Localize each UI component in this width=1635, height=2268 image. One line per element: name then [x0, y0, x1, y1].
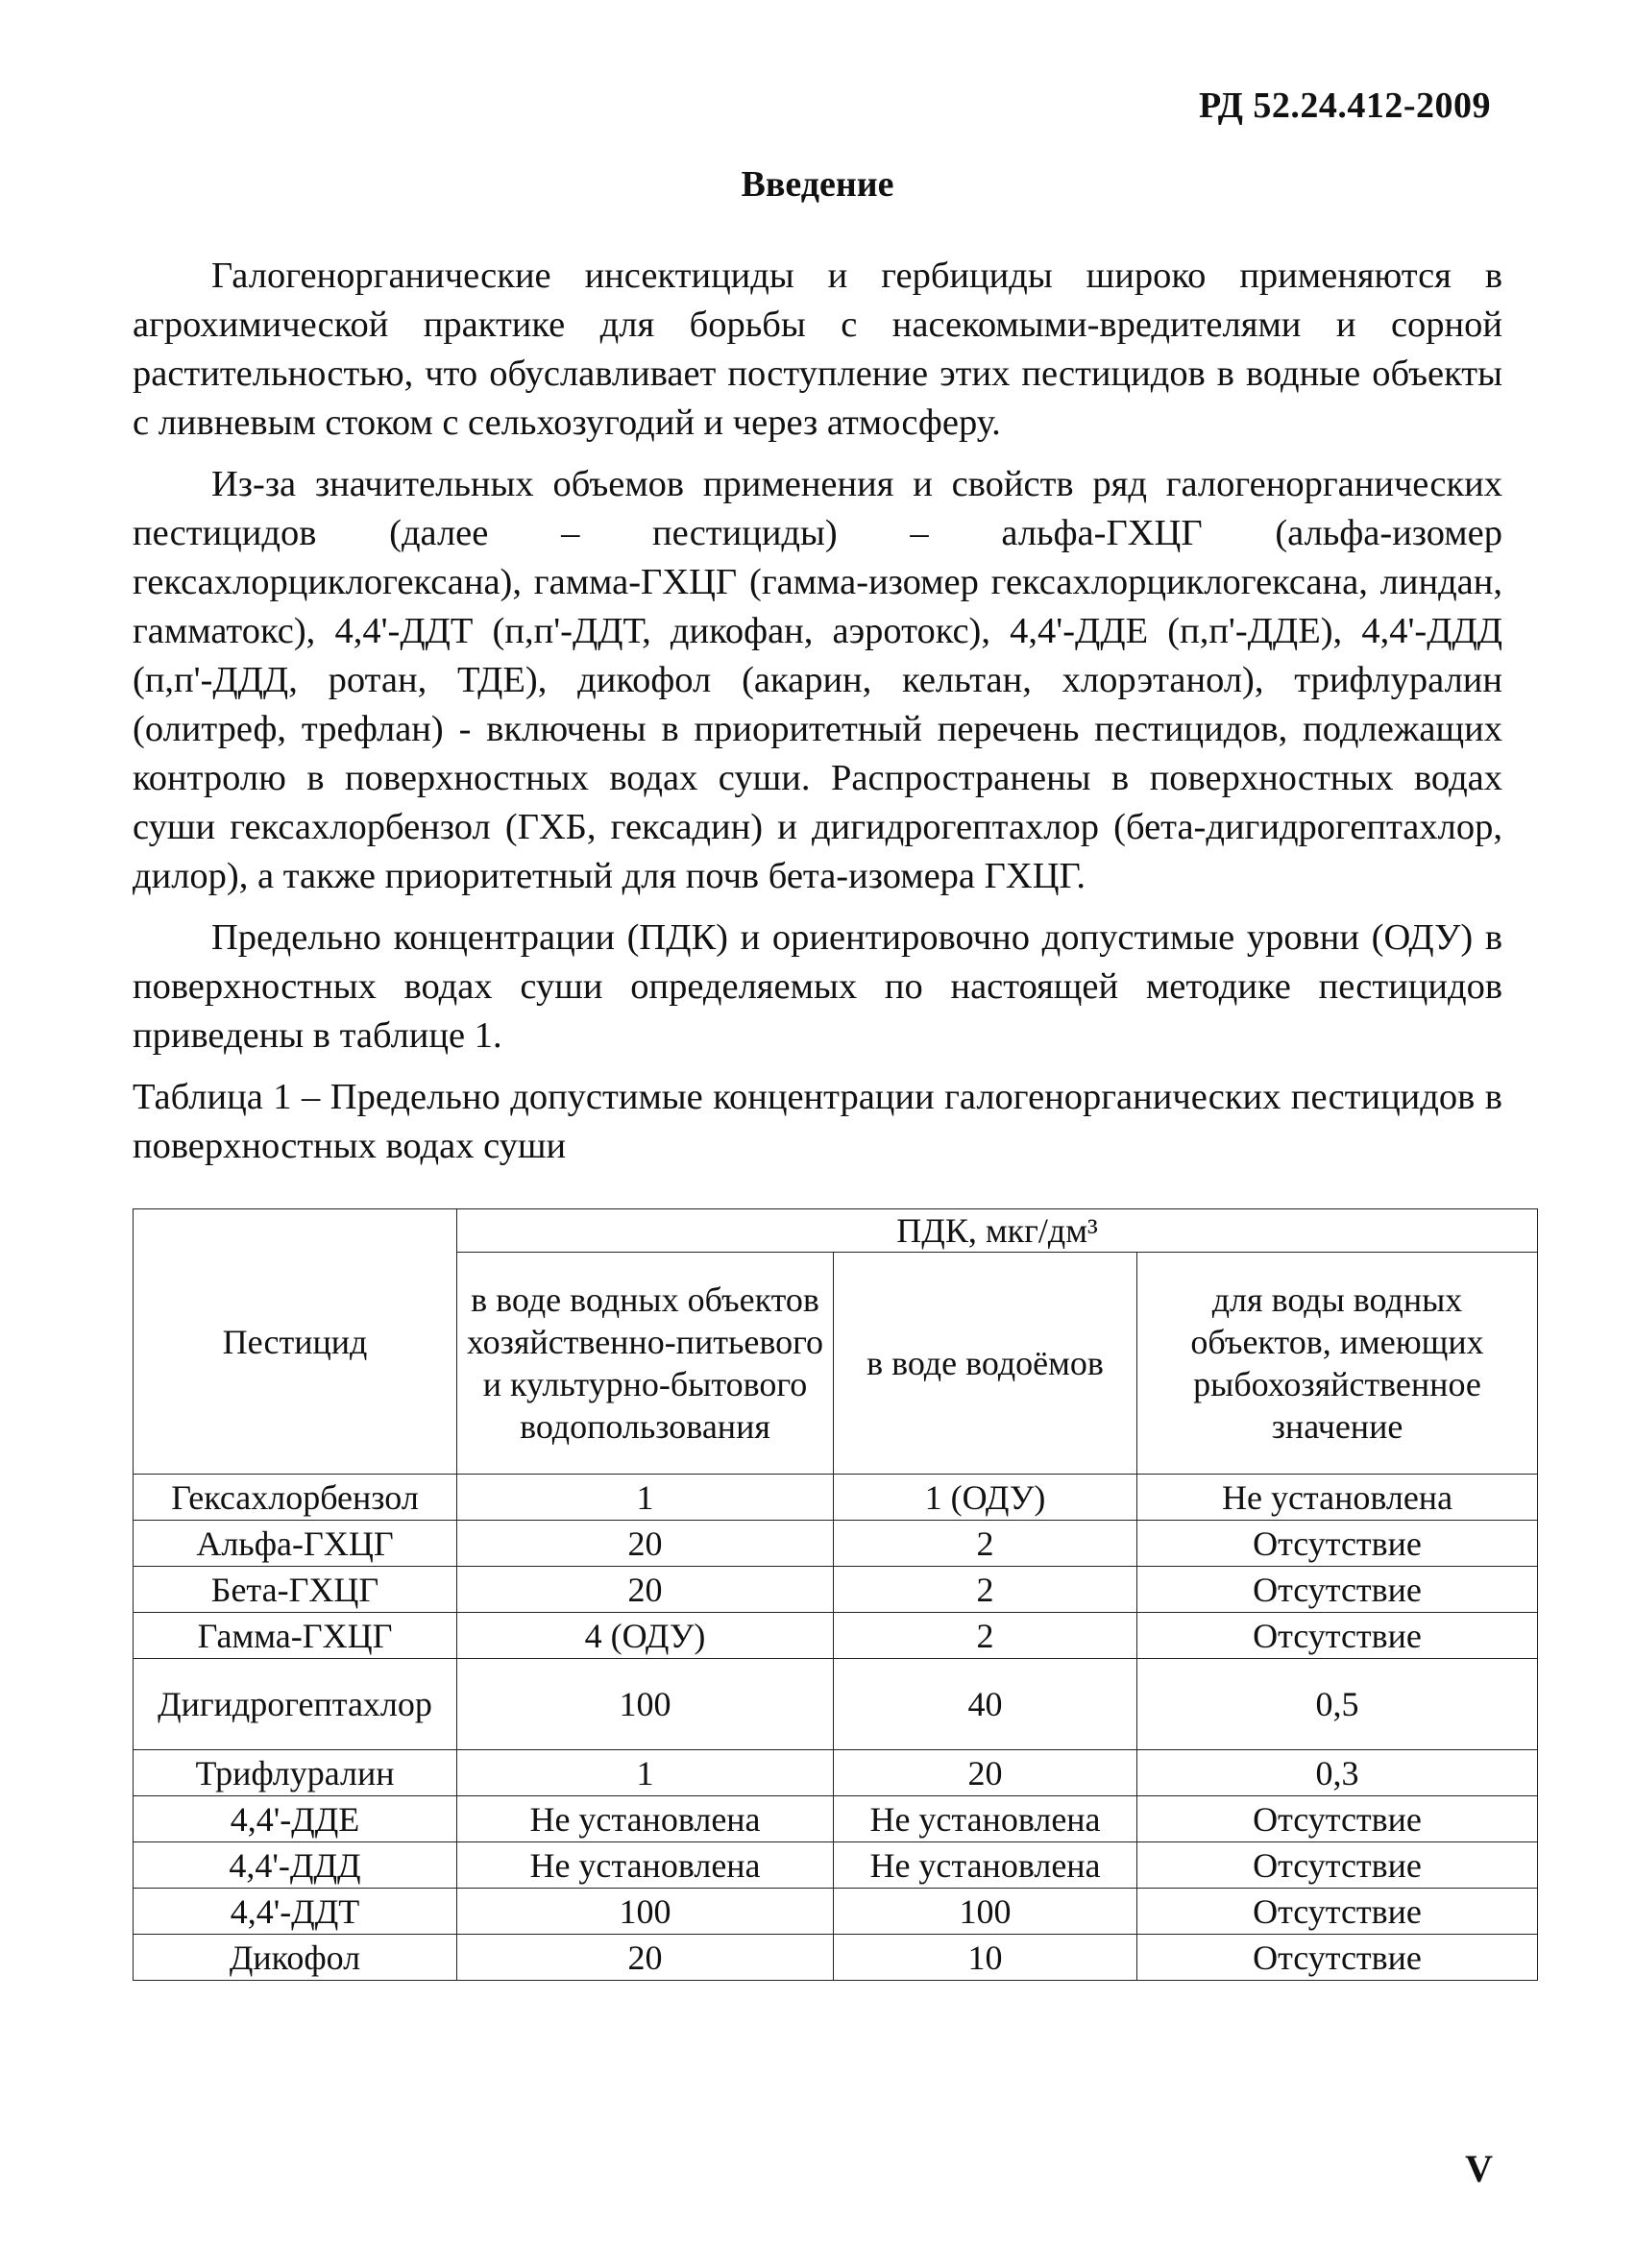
cell-fishery: Отсутствие: [1137, 1521, 1538, 1567]
cell-drinking: 100: [457, 1659, 834, 1750]
table-row: [134, 1613, 1538, 1659]
header-pesticide: Пестицид: [134, 1209, 457, 1475]
cell-fishery: Не установлена: [1137, 1475, 1538, 1521]
cell-fishery: Отсутствие: [1137, 1613, 1538, 1659]
table-row: [134, 1567, 1538, 1613]
table-row: [134, 1659, 1538, 1750]
cell-reservoirs: 2: [834, 1613, 1137, 1659]
cell-drinking: Не установлена: [457, 1842, 834, 1889]
cell-reservoirs: 100: [834, 1889, 1137, 1935]
section-heading: Введение: [741, 164, 894, 205]
cell-pesticide: 4,4'-ДДЕ: [134, 1796, 457, 1842]
cell-drinking: 1: [457, 1750, 834, 1796]
cell-reservoirs: 1 (ОДУ): [834, 1475, 1137, 1521]
document-code: РД 52.24.412-2009: [1199, 85, 1491, 126]
pdk-table: [133, 1208, 1538, 1981]
cell-pesticide: Бета-ГХЦГ: [134, 1567, 457, 1613]
table-row: [134, 1475, 1538, 1521]
cell-pesticide: Гексахлорбензол: [134, 1475, 457, 1521]
page-number: V: [1465, 2147, 1493, 2190]
cell-reservoirs: 2: [834, 1567, 1137, 1613]
paragraph-intro: Галогенорганические инсектициды и гербициды широко применяются в агрохимической практике для борьбы с насекомыми-вредителями и сорной растительностью, что обуславливает поступление этих пестицидов в водные объекты с ливневым стоком с сельхозугодий и через атмосферу.: [133, 256, 1502, 443]
cell-drinking: 100: [457, 1889, 834, 1935]
table-row: [134, 1842, 1538, 1889]
cell-pesticide: Гамма-ГХЦГ: [134, 1613, 457, 1659]
cell-reservoirs: 20: [834, 1750, 1137, 1796]
table-row: [134, 1521, 1538, 1567]
cell-pesticide: Трифлуралин: [134, 1750, 457, 1796]
cell-pesticide: Дигидрогептахлор: [134, 1659, 457, 1750]
cell-fishery: Отсутствие: [1137, 1567, 1538, 1613]
cell-fishery: 0,3: [1137, 1750, 1538, 1796]
cell-fishery: Отсутствие: [1137, 1796, 1538, 1842]
cell-drinking: 4 (ОДУ): [457, 1613, 834, 1659]
table-row: [134, 1750, 1538, 1796]
table-caption: Таблица 1 – Предельно допустимые концентрации галогенорганических пестицидов в поверхностных водах суши: [133, 1077, 1502, 1166]
cell-reservoirs: 2: [834, 1521, 1137, 1567]
cell-reservoirs: Не установлена: [834, 1796, 1137, 1842]
cell-reservoirs: Не установлена: [834, 1842, 1137, 1889]
cell-drinking: 20: [457, 1567, 834, 1613]
cell-pesticide: 4,4'-ДДТ: [134, 1889, 457, 1935]
header-pdk-group: ПДК, мкг/дм³: [457, 1209, 1538, 1253]
cell-drinking: 1: [457, 1475, 834, 1521]
table-row: [134, 1935, 1538, 1981]
cell-pesticide: Дикофол: [134, 1935, 457, 1981]
header-drinking-water: в воде водных объектов хозяйственно-питьевого и культурно-бытового водопользования: [457, 1253, 834, 1475]
cell-reservoirs: 10: [834, 1935, 1137, 1981]
table-row: [134, 1889, 1538, 1935]
cell-fishery: Отсутствие: [1137, 1935, 1538, 1981]
paragraph-pesticide-list: Из-за значительных объемов применения и свойств ряд галогенорганических пестицидов (далее – пестициды) – альфа-ГХЦГ (альфа-изомер гексахлорциклогексана), гамма-ГХЦГ (гамма-изомер гексахлорциклогексана, линдан, гамматокс), 4,4'-ДДТ (п,п'-ДДТ, дикофан, аэротокс), 4,4'-ДДЕ (п,п'-ДДЕ), 4,4'-ДДД (п,п'-ДДД, ротан, ТДЕ), дикофол (акарин, кельтан, хлорэтанол), трифлуралин (олитреф, трефлан) - включены в приоритетный перечень пестицидов, подлежащих контролю в поверхностных водах суши. Распространены в поверхностных водах суши гексахлорбензол (ГХБ, гексадин) и дигидрогептахлор (бета-дигидрогептахлор, дилор), а также приоритетный для почв бета-изомера ГХЦГ.: [133, 464, 1502, 896]
cell-fishery: 0,5: [1137, 1659, 1538, 1750]
header-fishery: для воды водных объектов, имеющих рыбохозяйственное значение: [1137, 1253, 1538, 1475]
cell-pesticide: 4,4'-ДДД: [134, 1842, 457, 1889]
body-text: [133, 252, 1502, 1171]
table-row: [134, 1796, 1538, 1842]
cell-drinking: Не установлена: [457, 1796, 834, 1842]
cell-fishery: Отсутствие: [1137, 1889, 1538, 1935]
cell-drinking: 20: [457, 1521, 834, 1567]
header-reservoirs: в воде водоёмов: [834, 1253, 1137, 1475]
cell-reservoirs: 40: [834, 1659, 1137, 1750]
cell-fishery: Отсутствие: [1137, 1842, 1538, 1889]
cell-drinking: 20: [457, 1935, 834, 1981]
paragraph-table-reference: Предельно концентрации (ПДК) и ориентировочно допустимые уровни (ОДУ) в поверхностных водах суши определяемых по настоящей методике пестицидов приведены в таблице 1.: [133, 917, 1502, 1056]
cell-pesticide: Альфа-ГХЦГ: [134, 1521, 457, 1567]
